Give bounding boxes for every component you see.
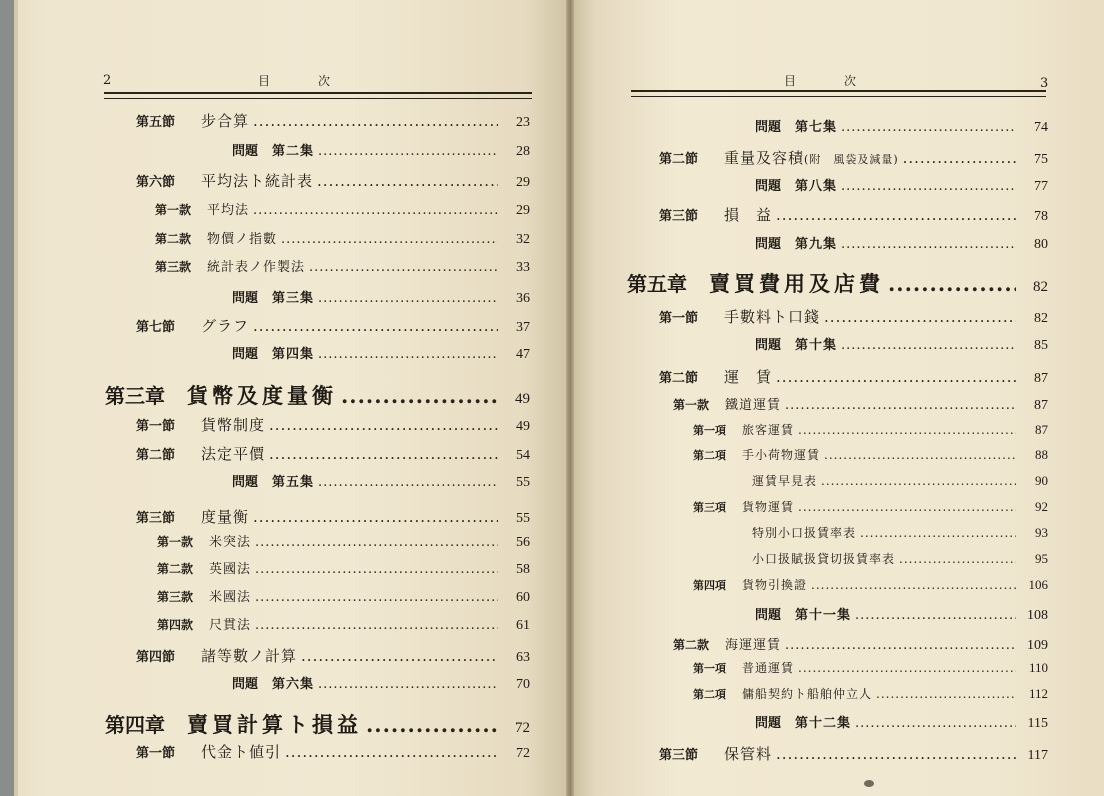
toc-entry [232,343,530,363]
entry-title: 賣買費用及店費 [709,271,884,296]
entry-title: 小口扱賦扱貸切扱賃率表 [752,552,896,566]
entry-label: 問題 [755,338,782,353]
entry-page-number: 28 [516,144,530,159]
leader-dots [821,474,1016,488]
entry-label: 第六節 [136,175,176,190]
entry-title: 賣買計算ト損益 [187,712,362,737]
entry-title: 旅客運賃 [742,423,795,437]
entry-title: 英國法 [209,562,252,577]
leader-dots [841,179,1016,194]
leader-dots [285,743,498,761]
leader-dots [776,368,1016,386]
entry-title: 特別小口扱賃率表 [752,526,857,540]
entry-label: 第三節 [659,209,699,224]
toc-entry [752,524,1048,541]
entry-page-number: 92 [1035,499,1048,514]
leader-dots [341,383,498,408]
entry-title: 諸等數ノ計算 [201,647,298,665]
toc-entry [155,228,530,248]
toc-entry [157,531,530,551]
right-running-header: 目 次 [784,74,865,88]
leader-dots [876,687,1016,701]
entry-label: 第三項 [693,501,726,514]
entry-label: 第三節 [136,511,176,526]
entry-page-number: 61 [516,618,530,633]
leader-dots [317,172,498,190]
entry-title: 第四集 [272,347,315,362]
entry-page-number: 72 [515,720,530,736]
entry-page-number: 82 [1034,311,1048,326]
entry-title: 保管料 [724,745,773,763]
entry-page-number: 55 [516,511,530,526]
leader-dots [318,475,498,490]
leader-dots [309,260,498,275]
leader-dots [855,608,1016,623]
entry-label: 問題 [232,144,259,159]
entry-page-number: 49 [515,391,530,407]
entry-label: 第三章 [105,384,165,408]
entry-label: 第四節 [136,650,176,665]
entry-title: 法定平價 [201,445,266,463]
toc-entry [755,175,1048,195]
entry-label: 第三款 [155,260,192,274]
toc-entry [157,558,530,578]
toc-entry [659,306,1048,327]
entry-title: 海運運賃 [725,638,782,653]
leader-dots [269,445,498,463]
entry-title: 第五集 [272,475,315,490]
toc-entry [157,614,530,634]
toc-entry [693,659,1048,676]
entry-title: 平均法ト統計表 [201,172,314,190]
toc-entry [673,394,1048,414]
leader-dots [269,416,498,434]
leader-dots [841,338,1016,353]
entry-label: 問題 [755,608,782,623]
entry-label: 第一節 [136,746,176,761]
leader-dots [776,206,1016,224]
toc-entry [136,443,530,464]
entry-label: 第三款 [157,590,194,604]
entry-page-number: 108 [1027,608,1048,623]
leader-dots [824,448,1016,462]
toc-entry [136,645,530,666]
toc-entry [659,204,1048,225]
leader-dots [785,638,1016,653]
entry-label: 第一項 [693,662,726,675]
entry-label: 問題 [755,179,782,194]
entry-page-number: 47 [516,347,530,362]
entry-page-number: 106 [1028,577,1048,592]
leader-dots [253,317,498,335]
entry-title: 普通運賃 [742,661,795,675]
entry-label: 第二項 [693,449,726,462]
toc-entry [693,446,1048,463]
entry-title: 平均法 [207,203,250,218]
book-gutter [566,0,574,796]
entry-title: 度量衡 [201,508,250,526]
leader-dots [841,120,1016,135]
entry-label: 第二款 [673,638,710,652]
entry-page-number: 36 [516,291,530,306]
entry-title: 統計表ノ作製法 [207,260,306,275]
entry-label: 問題 [755,716,782,731]
entry-label: 問題 [232,291,259,306]
toc-entry [693,576,1048,593]
toc-entry [105,709,530,739]
entry-page-number: 70 [516,677,530,692]
entry-page-number: 32 [516,232,530,247]
right-header-rule [631,90,1046,97]
entry-title: 貨物引換證 [742,578,808,592]
toc-entry [693,685,1048,702]
toc-entry [755,712,1048,732]
entry-title: 貨物運賃 [742,500,795,514]
entry-page-number: 112 [1028,686,1048,701]
entry-label: 第二款 [157,562,194,576]
entry-label: 第二項 [693,688,726,701]
entry-title: 貨幣制度 [201,416,266,434]
entry-label: 第二節 [136,448,176,463]
entry-page-number: 115 [1027,716,1048,731]
entry-title: 第六集 [272,677,315,692]
leader-dots [811,578,1016,592]
entry-page-number: 29 [516,175,530,190]
entry-page-number: 23 [516,115,530,130]
entry-page-number: 85 [1034,338,1048,353]
toc-entry [659,743,1048,764]
leader-dots [301,647,498,665]
entry-title: 米突法 [209,535,252,550]
entry-label: 第四章 [105,713,165,737]
leader-dots [255,590,498,605]
entry-title: 第七集 [795,120,838,135]
ink-stain [864,780,874,787]
entry-title: 損 益 [724,206,773,224]
toc-entry [659,147,1048,168]
entry-label: 第一款 [155,203,192,217]
entry-title: 第二集 [272,144,315,159]
entry-label: 第一款 [157,535,194,549]
toc-entry [136,170,530,191]
leader-dots [255,618,498,633]
toc-entry [105,380,530,410]
entry-page-number: 87 [1035,422,1048,437]
entry-page-number: 54 [516,448,530,463]
entry-title: 手小荷物運賃 [742,448,821,462]
toc-entry [755,233,1048,253]
entry-page-number: 63 [516,650,530,665]
left-running-header: 目 次 [258,74,339,88]
leader-dots [253,508,498,526]
entry-label: 第一項 [693,424,726,437]
entry-page-number: 90 [1035,473,1048,488]
entry-page-number: 93 [1035,525,1048,540]
entry-title: 運 賃 [724,368,773,386]
entry-page-number: 75 [1034,152,1048,167]
entry-title: 貨幣及度量衡 [187,383,337,408]
entry-page-number: 78 [1034,209,1048,224]
entry-title: 重量及容積 [724,149,805,167]
leader-dots [281,232,498,247]
entry-label: 第一節 [659,311,699,326]
entry-page-number: 88 [1035,447,1048,462]
entry-label: 問題 [755,237,782,252]
toc-entry [136,315,530,336]
entry-label: 第一款 [673,398,710,412]
toc-entry [752,550,1048,567]
leader-dots [318,291,498,306]
leader-dots [798,500,1016,514]
entry-page-number: 82 [1033,279,1048,295]
toc-entry [755,334,1048,354]
entry-title: 第八集 [795,179,838,194]
entry-title: 第十二集 [795,716,852,731]
entry-title: 代金ト値引 [201,743,282,761]
leader-dots [785,398,1016,413]
entry-label: 問題 [755,120,782,135]
toc-entry [155,256,530,276]
toc-entry [627,268,1048,298]
entry-page-number: 60 [516,590,530,605]
entry-page-number: 58 [516,562,530,577]
entry-title: 第九集 [795,237,838,252]
entry-label: 問題 [232,475,259,490]
leader-dots [255,562,498,577]
leader-dots [255,535,498,550]
toc-entry [136,506,530,527]
entry-title: 第十一集 [795,608,852,623]
leader-dots [824,308,1016,326]
leader-dots [798,661,1016,675]
entry-label: 第一節 [136,419,176,434]
toc-entry [693,421,1048,438]
left-page-number: 2 [103,73,112,88]
entry-label: 第四款 [157,618,194,632]
left-page-edge [14,0,18,796]
entry-title: グラフ [201,317,250,335]
entry-page-number: 87 [1034,371,1048,386]
entry-label: 第二節 [659,152,699,167]
toc-entry [136,110,530,131]
leader-dots [841,237,1016,252]
leader-dots [318,347,498,362]
entry-title: 鐵道運賃 [725,398,782,413]
toc-entry [136,741,530,762]
entry-page-number: 55 [516,475,530,490]
leader-dots [318,144,498,159]
entry-note: (附 風袋及減量) [804,153,899,166]
entry-page-number: 109 [1027,638,1048,653]
entry-title: 步合算 [201,112,250,130]
entry-title: 第十集 [795,338,838,353]
entry-title: 第三集 [272,291,315,306]
entry-title: 米國法 [209,590,252,605]
entry-label: 第四項 [693,579,726,592]
entry-title: 手數料ト口錢 [724,308,821,326]
leader-dots [860,526,1016,540]
entry-title: 傭船契約ト船舶仲立人 [742,687,873,701]
toc-entry [157,586,530,606]
entry-page-number: 87 [1034,398,1048,413]
leader-dots [903,149,1016,167]
entry-page-number: 95 [1035,551,1048,566]
toc-entry [693,498,1048,515]
entry-label: 問題 [232,347,259,362]
toc-entry [232,471,530,491]
leader-dots [253,112,498,130]
entry-label: 第五節 [136,115,176,130]
entry-label: 第七節 [136,320,176,335]
leader-dots [798,423,1016,437]
entry-page-number: 49 [516,419,530,434]
entry-page-number: 80 [1034,237,1048,252]
leader-dots [888,271,1016,296]
toc-entry [136,414,530,435]
toc-entry [155,199,530,219]
leader-dots [776,745,1016,763]
toc-entry [659,366,1048,387]
entry-page-number: 74 [1034,120,1048,135]
entry-page-number: 77 [1034,179,1048,194]
entry-label: 第二節 [659,371,699,386]
toc-entry [752,472,1048,489]
toc-entry [232,140,530,160]
leader-dots [253,203,498,218]
entry-label: 第二款 [155,232,192,246]
toc-entry [232,673,530,693]
entry-page-number: 29 [516,203,530,218]
leader-dots [318,677,498,692]
entry-title: 物價ノ指數 [207,232,278,247]
right-page-number: 3 [1040,76,1049,91]
entry-label: 第三節 [659,748,699,763]
entry-page-number: 117 [1027,748,1048,763]
toc-entry [232,287,530,307]
entry-page-number: 72 [516,746,530,761]
entry-label: 問題 [232,677,259,692]
entry-title: 尺貫法 [209,618,252,633]
entry-title: 運賃早見表 [752,474,818,488]
leader-dots [855,716,1016,731]
entry-label: 第五章 [627,272,687,296]
entry-page-number: 110 [1028,660,1048,675]
entry-page-number: 56 [516,535,530,550]
leader-dots [899,552,1016,566]
toc-entry [755,604,1048,624]
entry-page-number: 33 [516,260,530,275]
entry-page-number: 37 [516,320,530,335]
leader-dots [366,712,498,737]
toc-entry [755,116,1048,136]
toc-entry [673,634,1048,654]
left-header-rule [104,92,532,99]
